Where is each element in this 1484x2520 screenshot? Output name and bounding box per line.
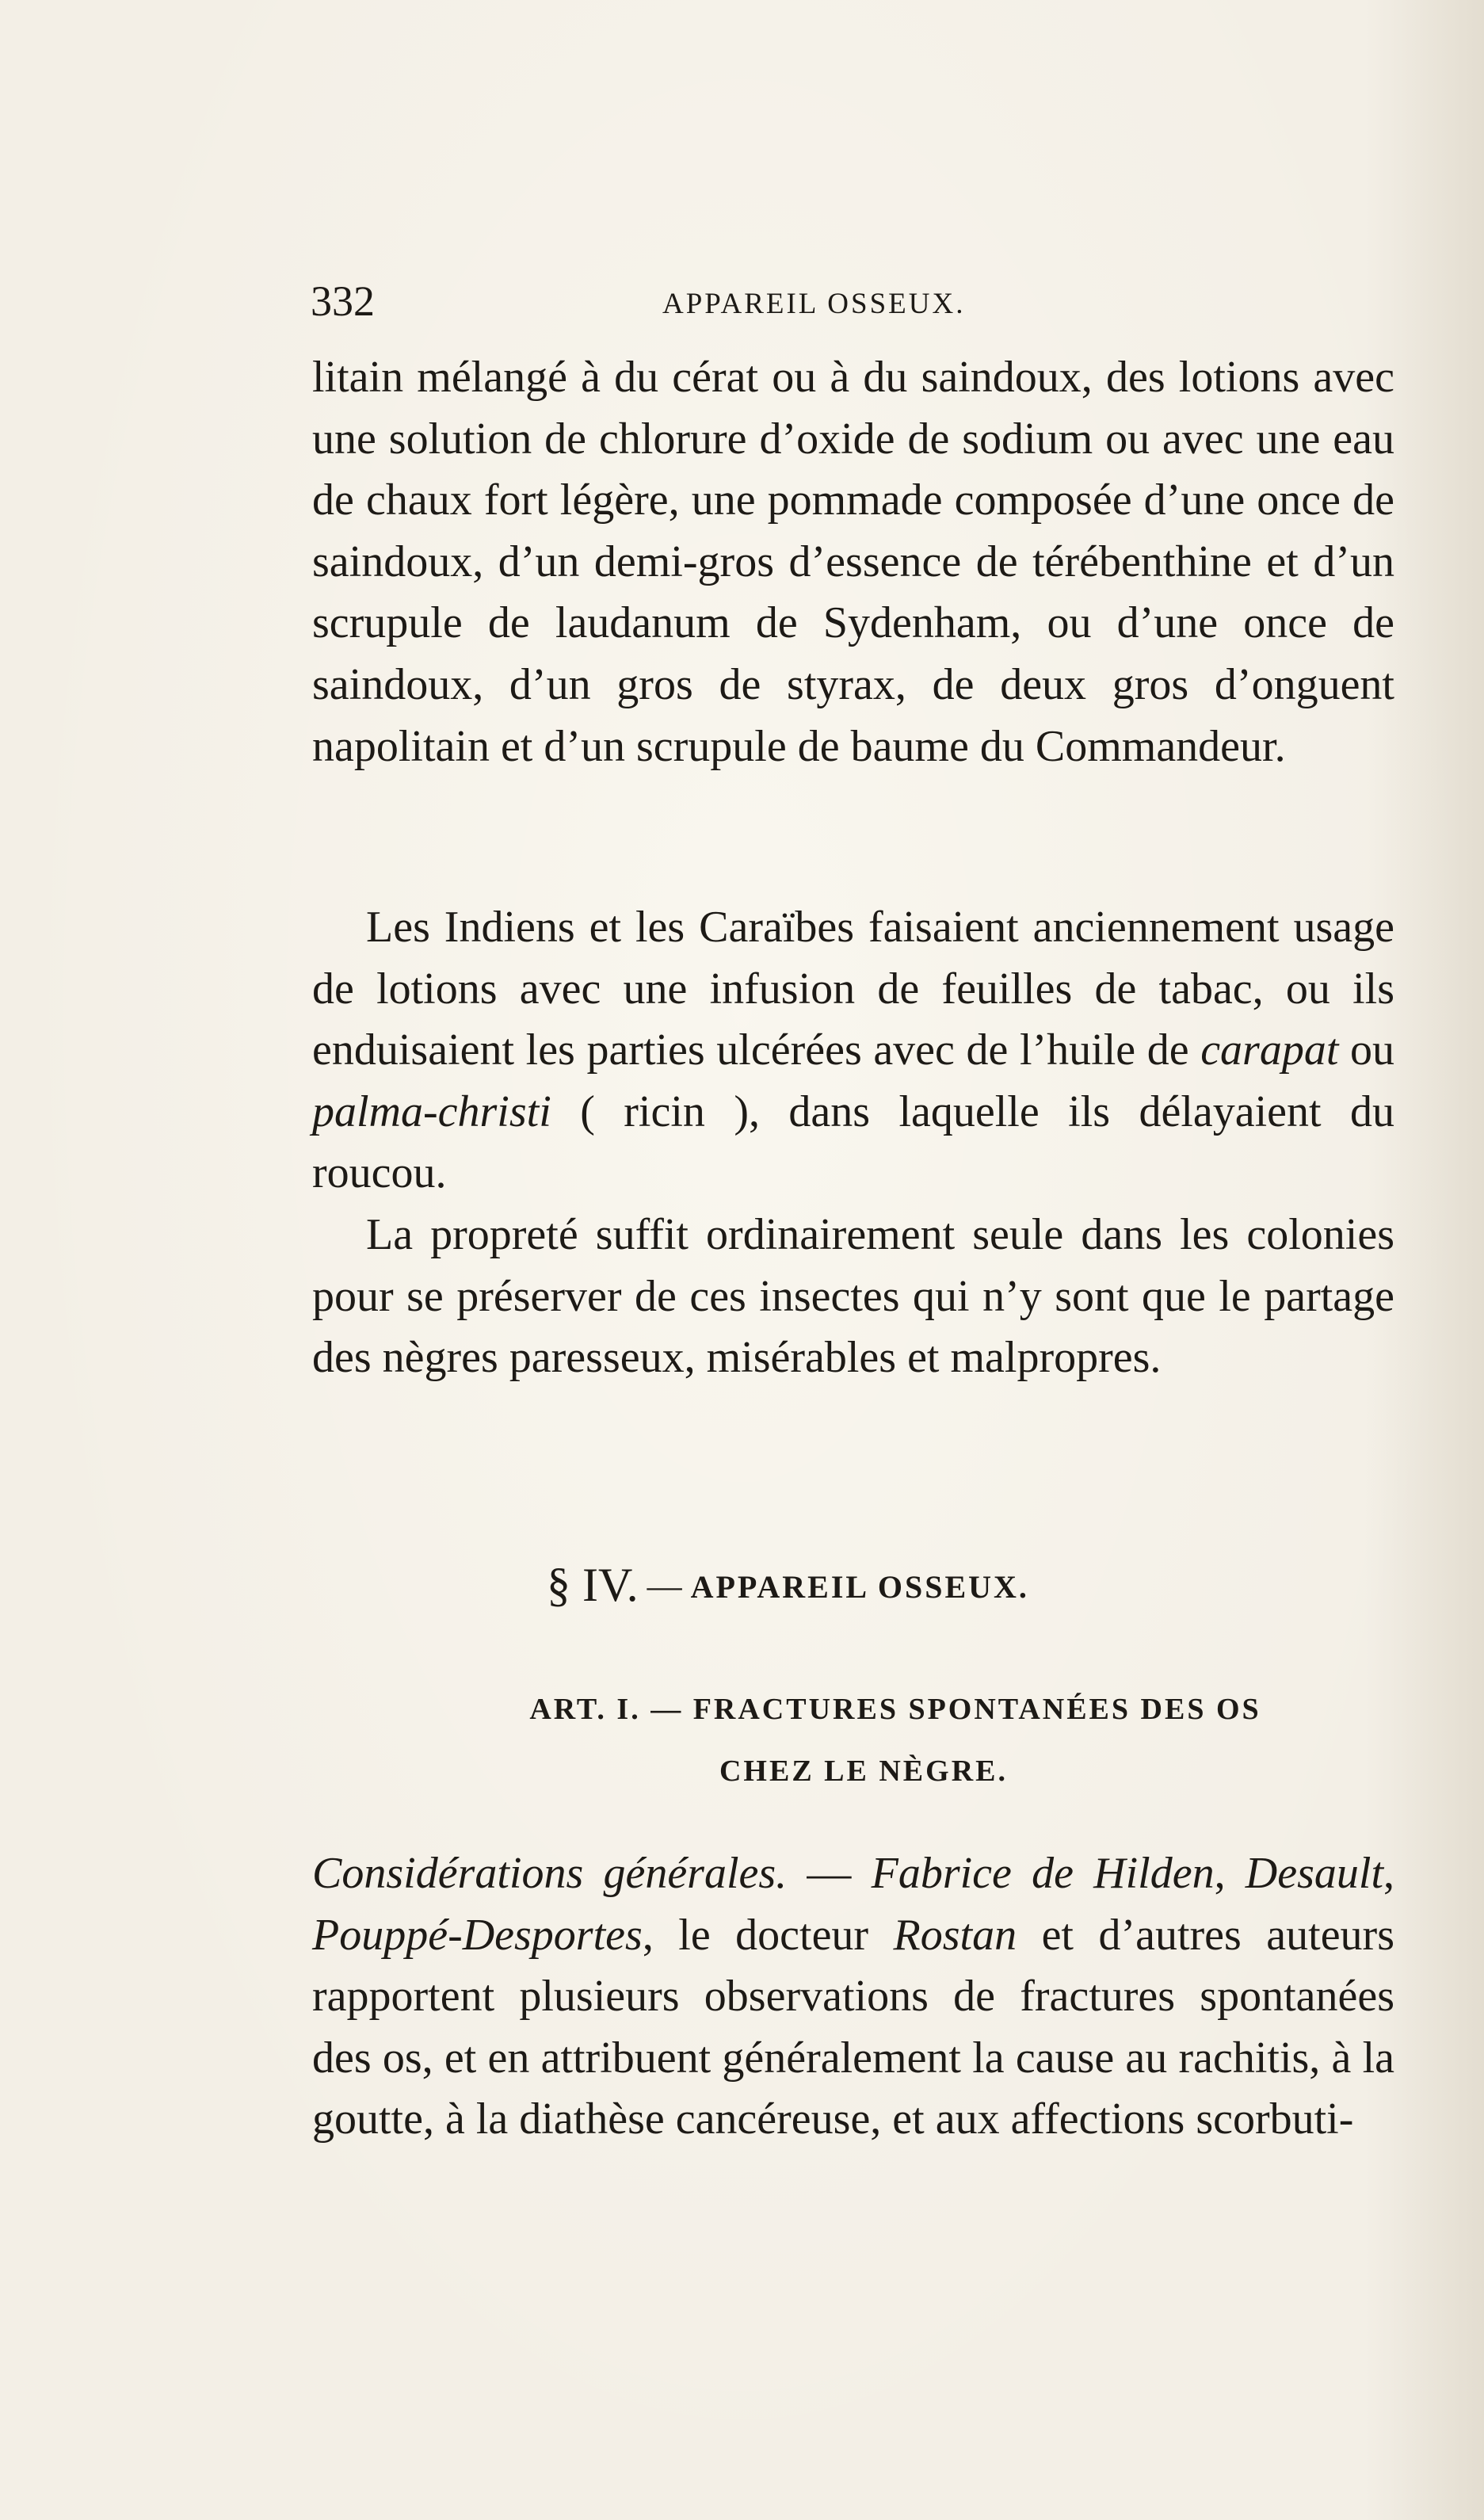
article-heading-line2: CHEZ LE NÈGRE.: [719, 1754, 1009, 1788]
paragraph-text: La propreté suffit ordinairement seule dans les colonies pour se préserver de ces insectes qui n’y sont que le partage des nègres paresseux, misérables et malpropres.: [312, 1210, 1394, 1383]
running-head: [311, 269, 1396, 333]
paragraph-continuation: [312, 347, 1394, 777]
section-title: APPAREIL OSSEUX.: [690, 1569, 1029, 1605]
paragraph-text: et d’autres auteurs rapportent plusieurs observations de fractures spontanées des os, et en attribuent généralement la cause au rachitis, à la goutte, à la diathèse cancéreuse, et aux affections scorbuti-: [312, 1910, 1394, 2144]
paragraph-text: ,: [1383, 1849, 1395, 1898]
italic-term-carapat: carapat: [1200, 1025, 1339, 1075]
section-dash: —: [638, 1567, 691, 1606]
author-name: Fabrice de Hilden: [871, 1849, 1215, 1898]
paragraph-proprete: [312, 1205, 1394, 1389]
paragraph-text: Les Indiens et les Caraïbes faisaient anciennement usage de lotions avec une infusion de feuilles de tabac, ou ils enduisaient les parties ulcérées avec de l’huile de: [312, 903, 1394, 1075]
italic-term-palma-christi: palma-christi: [312, 1086, 551, 1136]
paragraph-text: ou: [1338, 1025, 1395, 1075]
article-heading: [333, 1678, 1394, 1802]
section-number: § IV.: [547, 1559, 639, 1611]
paragraph-text: litain mélangé à du cérat ou à du saindoux, des lotions avec une solution de chlorure d’oxide de sodium ou avec une eau de chaux fort légère, une pommade composée d’une once de saindoux, d’un demi-gros d’essence de térébenthine et d’un scrupule de laudanum de Sydenham, ou d’une once de saindoux, d’un gros de styrax, de deux gros d’onguent napolitain et d’un scrupule de baume du Commandeur.: [312, 353, 1394, 771]
page-number: 332: [311, 277, 375, 325]
paragraph-indians: [312, 897, 1394, 1205]
italic-lead: Considérations générales.: [312, 1849, 788, 1898]
paragraph-text: ,: [1214, 1849, 1246, 1898]
paragraph-text: ( ricin ), dans laquelle ils délayaient du roucou.: [312, 1086, 1394, 1198]
section-heading: [547, 1553, 1260, 1619]
author-name: Desault: [1245, 1849, 1384, 1898]
article-heading-line1: ART. I. — FRACTURES SPONTANÉES DES OS: [529, 1693, 1261, 1726]
paragraph-text: , le docteur: [642, 1910, 894, 1960]
author-name: Pouppé-Desportes: [312, 1910, 643, 1960]
paragraph-text: —: [787, 1849, 872, 1898]
author-name: Rostan: [893, 1910, 1017, 1960]
paragraph-considerations: [312, 1843, 1394, 2151]
running-title: APPAREIL OSSEUX.: [662, 288, 966, 320]
